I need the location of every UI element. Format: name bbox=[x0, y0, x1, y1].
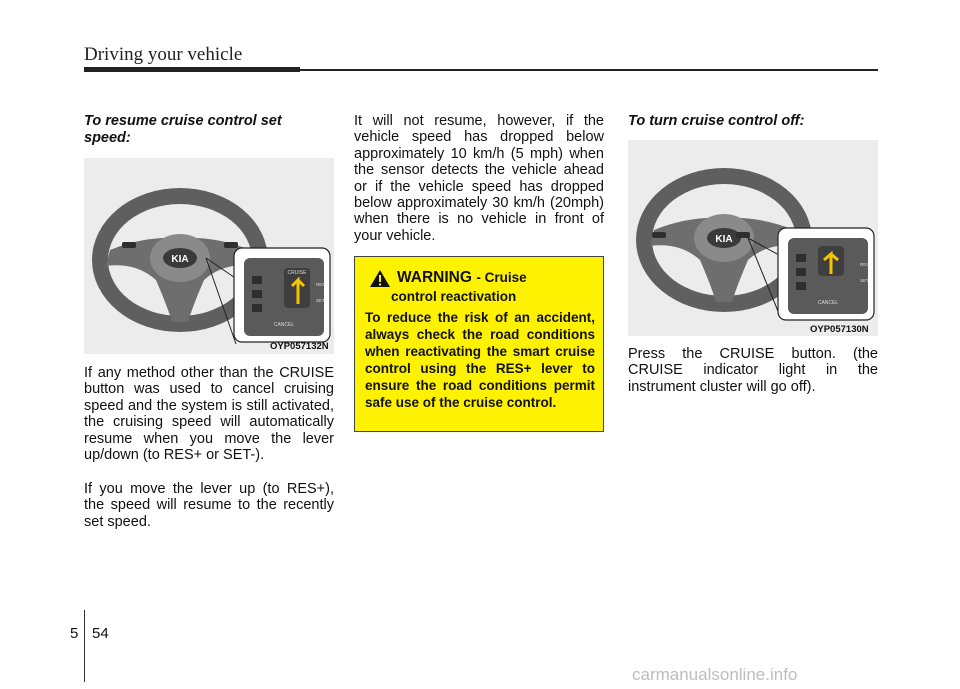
watermark: carmanualsonline.info bbox=[632, 665, 798, 684]
warning-triangle-icon bbox=[369, 269, 391, 293]
left-switch bbox=[652, 232, 666, 238]
resume-heading: To resume cruise control set speed: bbox=[84, 113, 282, 146]
figure-code-off: OYP057130N bbox=[810, 324, 869, 335]
right-switch bbox=[736, 232, 750, 238]
warning-subtitle: - Cruise bbox=[476, 270, 527, 285]
kia-logo-text: KIA bbox=[715, 234, 733, 245]
panel-button-1 bbox=[252, 276, 262, 284]
no-resume-paragraph: It will not resume, however, if the vehicle speed has dropped below approximately 10 km/h (5 mph) when the sensor detects the vehicle ahead or if the vehicle speed has dropped below approximately 30 km/h (20mph) when there is no vehicle in front of your vehicle. bbox=[354, 113, 604, 244]
header-rule-thin bbox=[300, 69, 878, 71]
section-title: Driving your vehicle bbox=[84, 44, 243, 65]
res-label: RES bbox=[316, 282, 326, 287]
panel-button-3 bbox=[796, 282, 806, 290]
panel-button-2 bbox=[252, 290, 262, 298]
set-label: SET bbox=[316, 298, 325, 303]
cancel-label: CANCEL bbox=[817, 300, 839, 306]
cancel-label: CANCEL bbox=[273, 322, 295, 328]
steering-wheel-figure-resume bbox=[84, 158, 334, 354]
resume-paragraph-2: If you move the lever up (to RES+), the speed will resume to the recently set speed. bbox=[84, 481, 334, 530]
left-switch bbox=[122, 242, 136, 248]
warning-box bbox=[354, 256, 604, 432]
panel-button-2 bbox=[796, 268, 806, 276]
turn-off-heading: To turn cruise control off: bbox=[628, 113, 805, 129]
panel-button-3 bbox=[252, 304, 262, 312]
res-label: RES bbox=[860, 262, 870, 267]
footer-divider bbox=[84, 610, 85, 682]
warning-body: To reduce the risk of an accident, always check the road conditions when reactivating the smart cruise control using the RES+ lever to ensure the road conditions permit safe use of the cruise control. bbox=[365, 310, 595, 410]
header-rule-thick bbox=[84, 67, 300, 72]
turn-off-paragraph: Press the CRUISE button. (the CRUISE indicator light in the instrument cluster will go off). bbox=[628, 346, 878, 395]
steering-wheel-figure-off bbox=[628, 140, 878, 336]
warning-title: WARNING bbox=[397, 269, 472, 286]
page-number: 54 bbox=[92, 625, 109, 642]
cruise-label: CRUISE bbox=[287, 270, 307, 276]
warning-subtitle-line2: control reactivation bbox=[391, 289, 517, 304]
right-switch bbox=[224, 242, 238, 248]
steering-wheel-illustration-off bbox=[628, 140, 878, 336]
steering-wheel-illustration bbox=[84, 158, 334, 354]
resume-paragraph-1: If any method other than the CRUISE button was used to cancel cruising speed and the system is still activated, the cruising speed will automatically resume when you move the lever up/down (to RES+ or SET-). bbox=[84, 365, 334, 464]
set-label: SET bbox=[860, 278, 869, 283]
panel-button-1 bbox=[796, 254, 806, 262]
chapter-number: 5 bbox=[70, 625, 79, 642]
kia-logo-text: KIA bbox=[171, 254, 189, 265]
figure-code-resume: OYP057132N bbox=[270, 341, 329, 352]
